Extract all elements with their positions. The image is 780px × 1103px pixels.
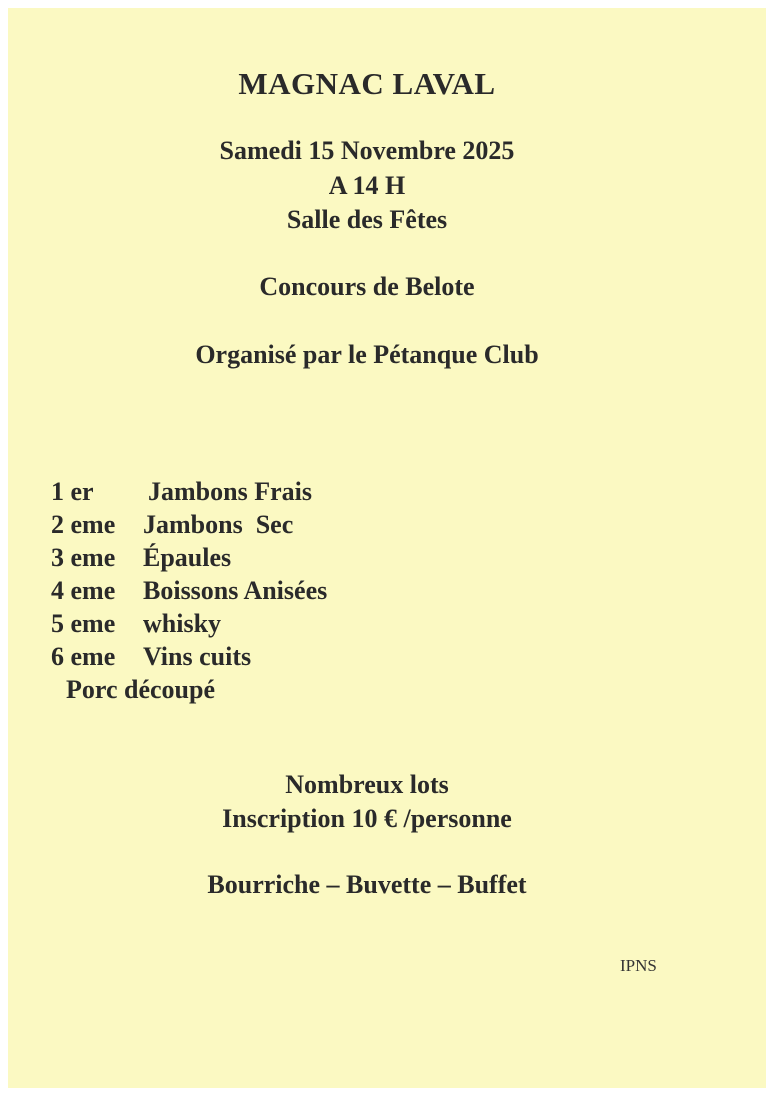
event-name: Concours de Belote (259, 272, 475, 301)
prize-rank: 6 eme (51, 642, 116, 671)
prize-rank: 1 er (51, 477, 94, 506)
event-organizer: Organisé par le Pétanque Club (195, 340, 539, 369)
event-venue: Salle des Fêtes (286, 205, 448, 234)
prize-item: whisky (143, 609, 222, 638)
prize-rank: 2 eme (51, 510, 116, 539)
prize-item: Boissons Anisées (143, 576, 328, 605)
prize-item: Jambons Frais (148, 477, 312, 506)
ipns-note: IPNS (620, 956, 657, 975)
lots-text: Nombreux lots (285, 770, 449, 799)
prize-item: Épaules (143, 543, 232, 572)
prize-rank: 4 eme (51, 576, 116, 605)
extra-prize: Porc découpé (66, 675, 215, 704)
prize-rank: 5 eme (51, 609, 116, 638)
event-date: Samedi 15 Novembre 2025 (219, 136, 515, 165)
event-time: A 14 H (328, 171, 406, 200)
town-title: MAGNAC LAVAL (238, 66, 496, 101)
poster-page (8, 8, 766, 1088)
prize-item: Jambons Sec (143, 510, 294, 539)
prize-rank: 3 eme (51, 543, 116, 572)
amenities-text: Bourriche – Buvette – Buffet (207, 870, 527, 899)
registration-text: Inscription 10 € /personne (222, 804, 512, 833)
prize-item: Vins cuits (143, 642, 252, 671)
